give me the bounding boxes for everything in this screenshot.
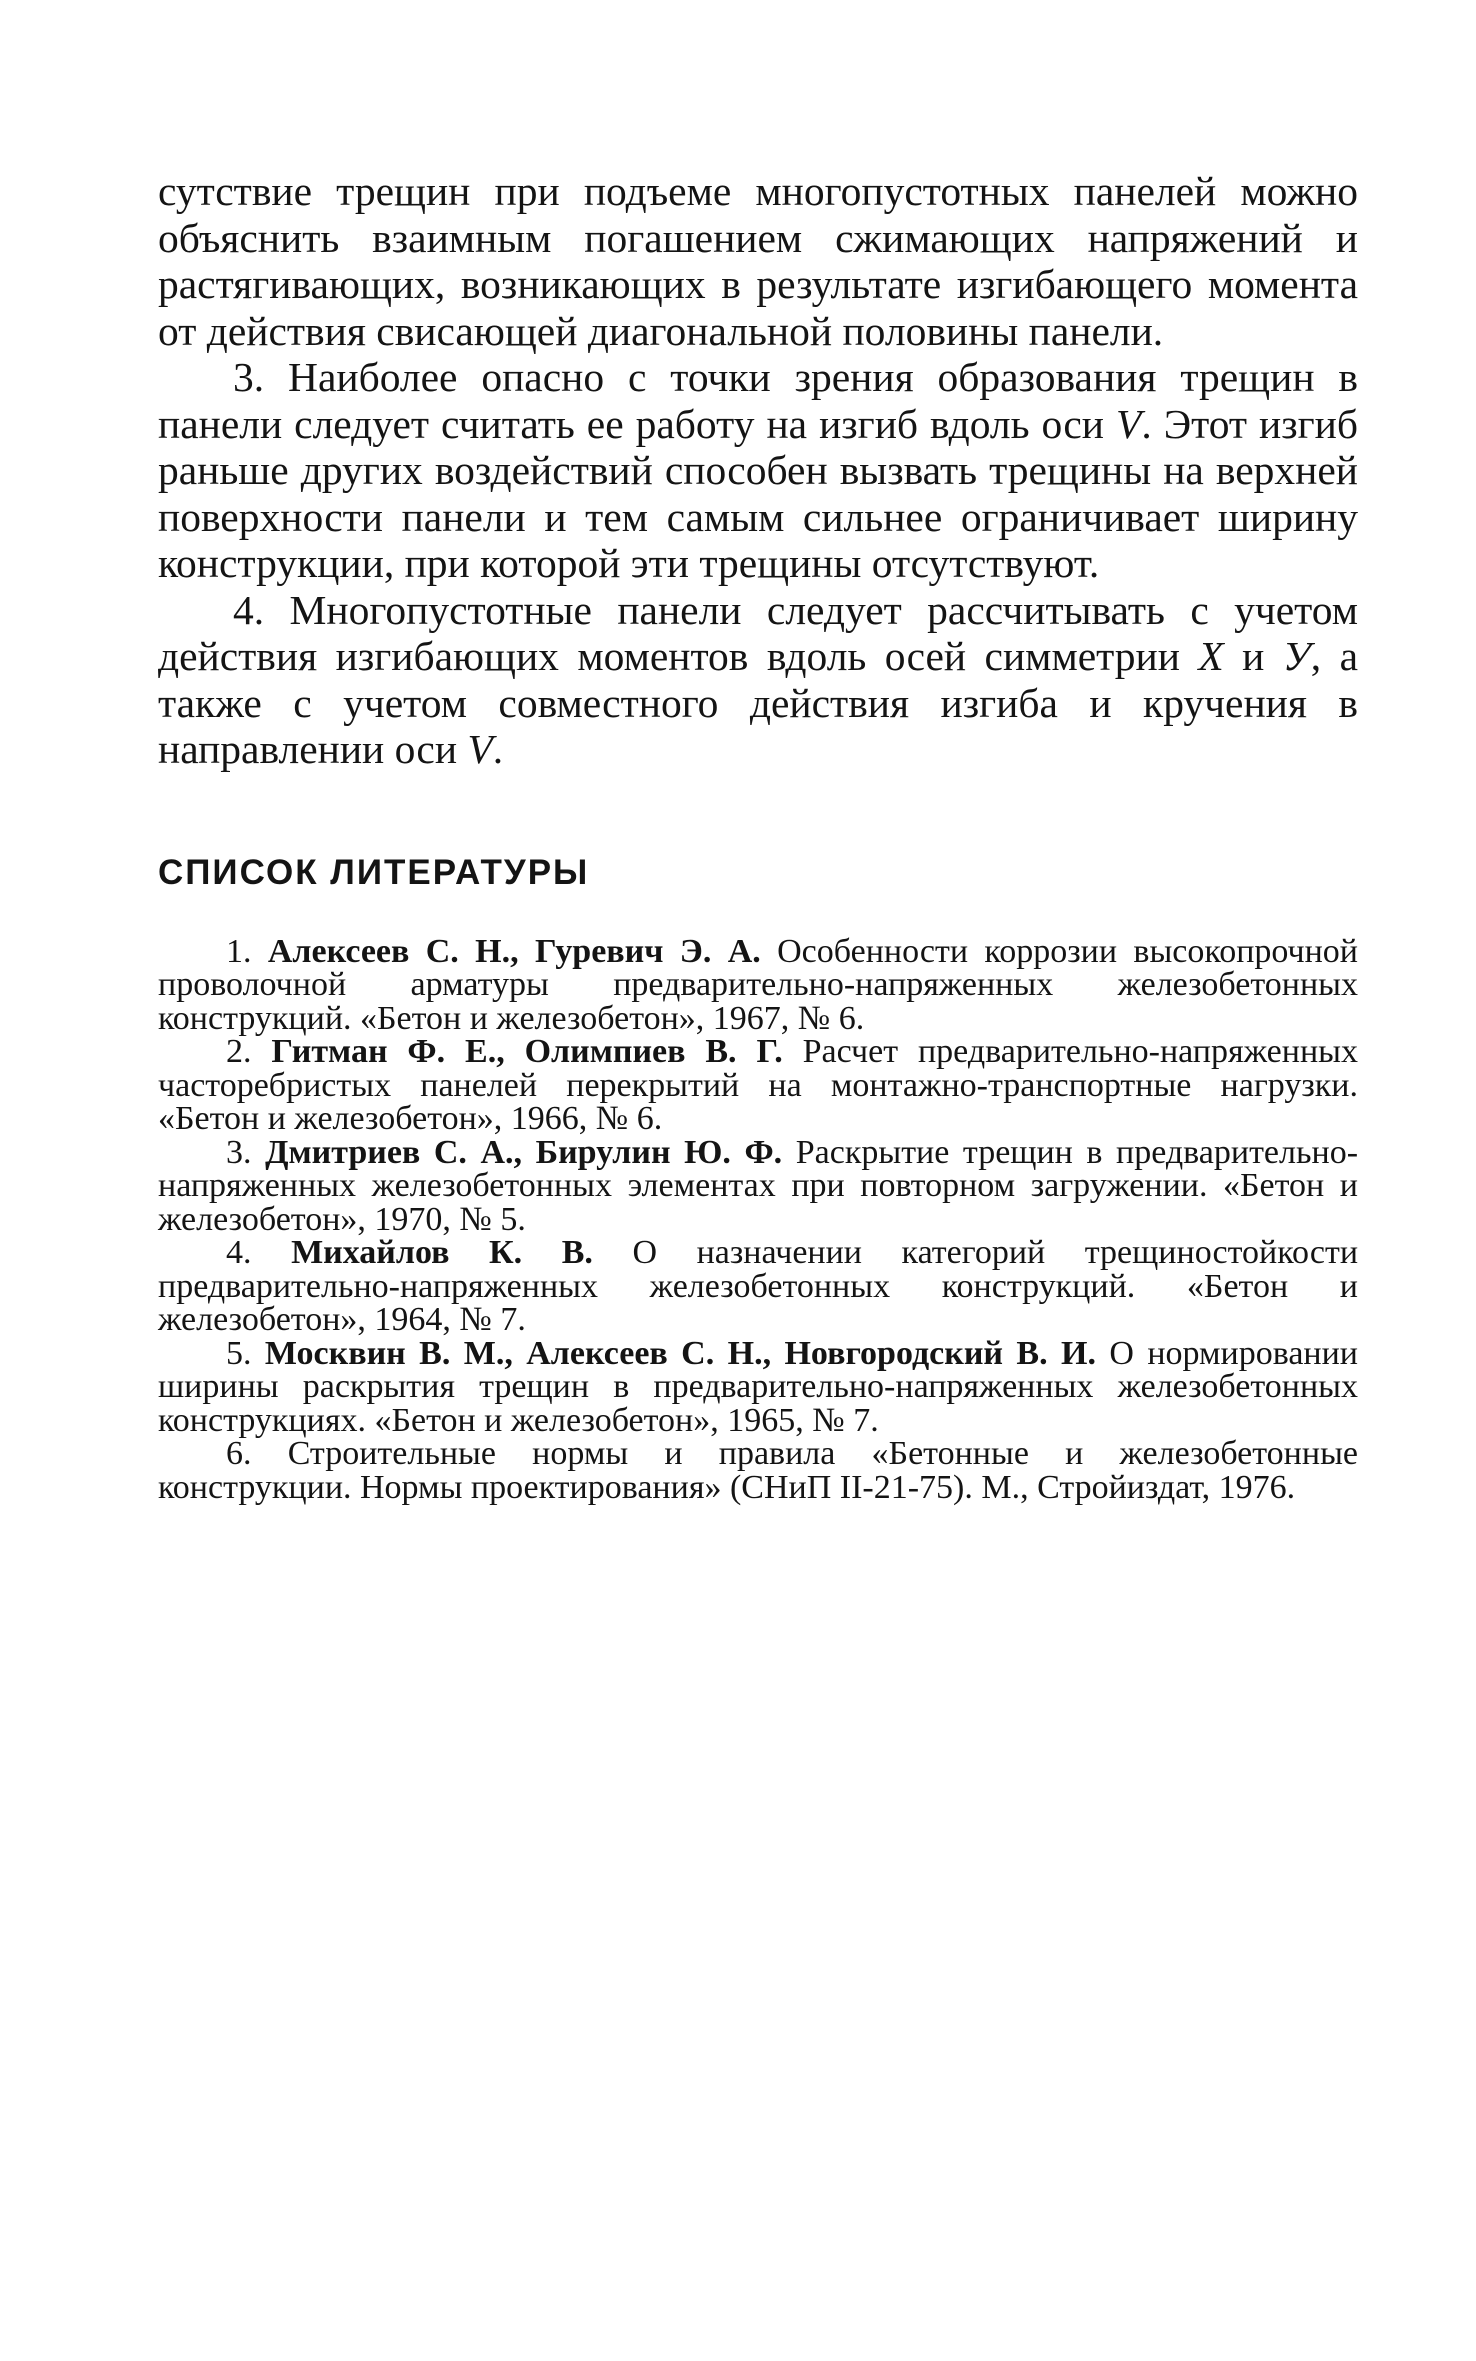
reference-item xyxy=(158,1437,1358,1504)
body-paragraph xyxy=(158,168,1358,354)
reference-text: Расчет предварительно-напряженных часторебристых панелей перекрытий на монтажно-транспортные нагрузки. «Бетон и железобетон», 1966, № 6. xyxy=(158,1033,1358,1137)
reference-item xyxy=(158,932,1358,1037)
math-variable: V xyxy=(1115,400,1142,447)
text-run: и xyxy=(1223,633,1283,679)
reference-text: Строительные нормы и правила «Бетонные и железобетонные конструкции. Нормы проектирования» (СНиП II-21-75). М., Стройиздат, 1976. xyxy=(158,1435,1359,1506)
reference-text: Раскрытие трещин в предварительно-напряженных железобетонных элементах при повторном загружении. «Бетон и железобетон», 1970, № 5. xyxy=(158,1133,1359,1238)
text-run: . xyxy=(492,726,504,772)
body-text xyxy=(158,168,1358,773)
text-run: , а также с учетом совместного действия изгиба и кручения в направлении оси xyxy=(158,633,1358,772)
text-run: сутствие трещин при подъеме многопустотных панелей можно объяснить взаимным погашением сжимающих напряжений и растягивающих, возникающих в результате изгибающего момента от действия свисающей диагональной половины панели. xyxy=(158,168,1358,354)
body-paragraph xyxy=(158,354,1358,587)
math-variable: V xyxy=(467,726,493,772)
reference-authors: Алексеев С. Н., Гуревич Э. А. xyxy=(267,932,761,970)
reference-number: 2. xyxy=(226,1033,252,1070)
reference-authors: Гитман Ф. Е., Олимпиев В. Г. xyxy=(271,1033,783,1070)
reference-number: 5. xyxy=(226,1334,252,1372)
reference-text: Особенности коррозии высокопрочной проволочной арматуры предварительно-напряженных железобетонных конструкций. «Бетон и железобетон», 1967, № 6. xyxy=(158,932,1358,1037)
reference-text: О нормировании ширины раскрытия трещин в предварительно-напряженных железобетонных конструкциях. «Бетон и железобетон», 1965, № 7. xyxy=(158,1334,1359,1439)
reference-number: 6. xyxy=(226,1435,252,1472)
reference-item xyxy=(158,1133,1359,1238)
math-variable: X xyxy=(1198,633,1224,679)
references-heading: СПИСОК ЛИТЕРАТУРЫ xyxy=(158,852,590,892)
document-page xyxy=(158,168,1358,1504)
reference-item xyxy=(158,1334,1359,1439)
text-run: 3. Наиболее опасно с точки зрения образования трещин в панели следует считать ее работу на изгиб вдоль оси xyxy=(158,354,1358,447)
reference-authors: Москвин В. М., Алексеев С. Н., Новгородский В. И. xyxy=(264,1334,1096,1372)
text-run: . Этот изгиб раньше других воздействий способен вызвать трещины на верхней поверхности панели и тем самым сильнее ограничивает ширину конструкции, при которой эти трещины отсутствуют. xyxy=(158,400,1358,586)
reference-number: 3. xyxy=(226,1133,252,1171)
references-list xyxy=(158,932,1359,1506)
reference-item xyxy=(158,1035,1358,1136)
reference-text: О назначении категорий трещиностойкости предварительно-напряженных железобетонных конструкций. «Бетон и железобетон», 1964, № 7. xyxy=(158,1234,1359,1338)
body-paragraph xyxy=(158,587,1358,773)
text-run: 4. Многопустотные панели следует рассчитывать с учетом действия изгибающих моментов вдоль осей симметрии xyxy=(158,586,1358,679)
math-variable: У xyxy=(1282,633,1311,679)
reference-authors: Михайлов К. В. xyxy=(291,1234,593,1271)
reference-item xyxy=(158,1236,1358,1337)
reference-number: 4. xyxy=(226,1234,252,1271)
reference-number: 1. xyxy=(226,932,252,970)
reference-authors: Дмитриев С. А., Бирулин Ю. Ф. xyxy=(265,1133,783,1171)
